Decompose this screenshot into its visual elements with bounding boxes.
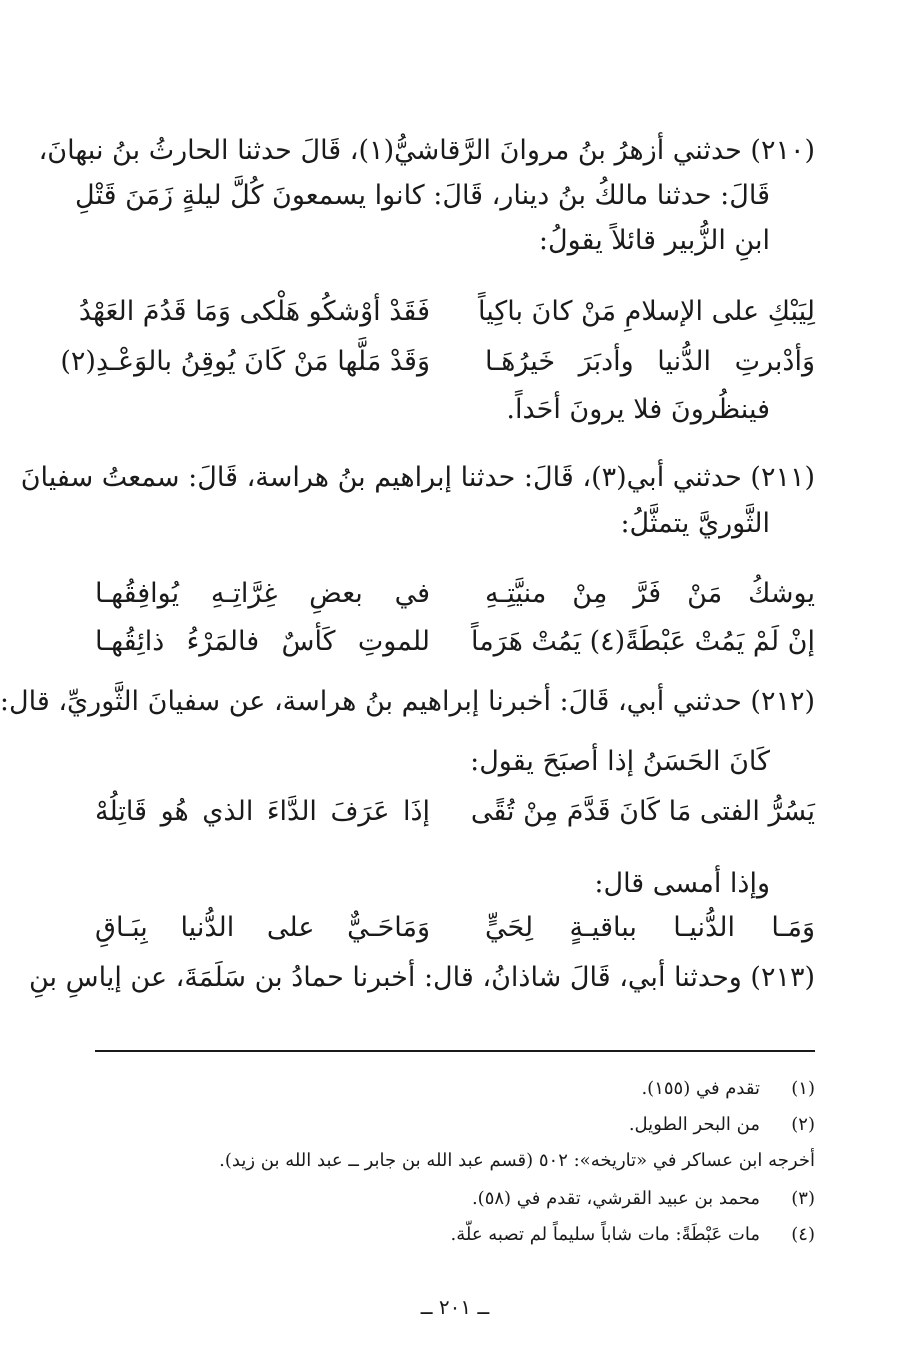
verse-line [95,626,815,662]
verse-second-hemistich: للموتِ كَأسٌ فالمَرْءُ ذائِقُهـا [95,626,430,657]
entry-210-line-3: ابنِ الزُّبير قائلاً يقولُ: [538,225,770,256]
verse-first-hemistich: إنْ لَمْ يَمُتْ عَبْطَةً(٤) يَمُتْ هَرَماً [470,626,815,657]
verse-line [78,296,815,332]
entry-212-middle: وإذا أمسى قال: [594,868,770,899]
footnote-text: مات عَبْطَةً: مات شاباً سليماً لم تصبه علّة. [450,1224,760,1245]
footnote-number: (٢) [791,1114,815,1135]
verse-line [95,912,815,948]
verse-first-hemistich: وَأدْبرتِ الدُّنيا وأدبَرَ خَيرُهَـا [485,346,815,377]
verse-second-hemistich: في بعضِ غِرَّاتِـهِ يُوافِقُهـا [95,578,430,609]
entry-213-line-1: (٢١٣) وحدثنا أبي، قَالَ شاذانُ، قال: أخبرنا حمادُ بن سَلَمَةَ، عن إياسِ بنِ [28,962,815,993]
verse-first-hemistich: يَسُرُّ الفتى مَا كَانَ قَدَّمَ مِنْ تُقًى [470,796,815,827]
footnote-number: (١) [791,1078,815,1099]
verse-second-hemistich: فَقَدْ أوْشكُو هَلْكى وَمَا قَدُمَ العَهْدُ [78,296,430,327]
footnote-number: (٤) [791,1224,815,1245]
footnote-text: محمد بن عبيد القرشي، تقدم في (٥٨). [471,1188,760,1209]
entry-211-line-1: (٢١١) حدثني أبي(٣)، قَالَ: حدثنا إبراهيم بنُ هراسة، قَالَ: سمعتُ سفيانَ [20,462,815,493]
entry-212-line-2: كَانَ الحَسَنُ إذا أصبَحَ يقول: [470,746,770,777]
entry-210-line-2: قَالَ: حدثنا مالكُ بنُ دينار، قَالَ: كانوا يسمعونَ كُلَّ ليلةٍ زَمَنَ قَتْلِ [75,180,770,211]
verse-first-hemistich: وَمَـا الدُّنيـا بباقيـةٍ لِحَيٍّ [485,912,815,943]
footnote-number: (٣) [791,1188,815,1209]
entry-212-line-1: (٢١٢) حدثني أبي، قَالَ: أخبرنا إبراهيم بنُ هراسة، عن سفيانَ الثَّوريِّ، قال: [0,686,815,717]
verse-line [60,346,815,382]
page-number: ــ ٢٠١ ــ [420,1295,490,1319]
verse-line [95,578,815,614]
verse-second-hemistich: وَقَدْ مَلَّها مَنْ كَانَ يُوقِنُ بالوَعْـدِ(٢) [60,346,430,377]
verse-second-hemistich: إذَا عَرَفَ الدَّاءَ الذي هُو قَاتِلُهْ [95,796,430,827]
verse-second-hemistich: وَمَاحَـيٌّ على الدُّنيا بِبَـاقِ [95,912,430,943]
verse-line [95,796,815,832]
footnote-text: تقدم في (١٥٥). [641,1078,760,1099]
verse-first-hemistich: لِيَبْكِ على الإسلامِ مَنْ كانَ باكِياً [478,296,815,327]
verse-first-hemistich: يوشكُ مَنْ فَرَّ مِنْ منيَّتِـهِ [485,578,815,609]
footnote-text: من البحر الطويل. [628,1114,760,1135]
footnote-separator [95,1050,815,1052]
footnote-text: أخرجه ابن عساكر في «تاريخه»: ٥٠٢ (قسم عبد الله بن جابر ــ عبد الله بن زيد). [219,1150,815,1171]
entry-211-line-2: الثَّوريَّ يتمثَّلُ: [620,508,770,539]
entry-210-tail: فينظُرونَ فلا يرونَ أحَداً. [506,394,770,425]
entry-210-line-1: (٢١٠) حدثني أزهرُ بنُ مروانَ الرَّقاشيُّ(١)، قَالَ حدثنا الحارثُ بنُ نبهانَ، [38,135,815,166]
